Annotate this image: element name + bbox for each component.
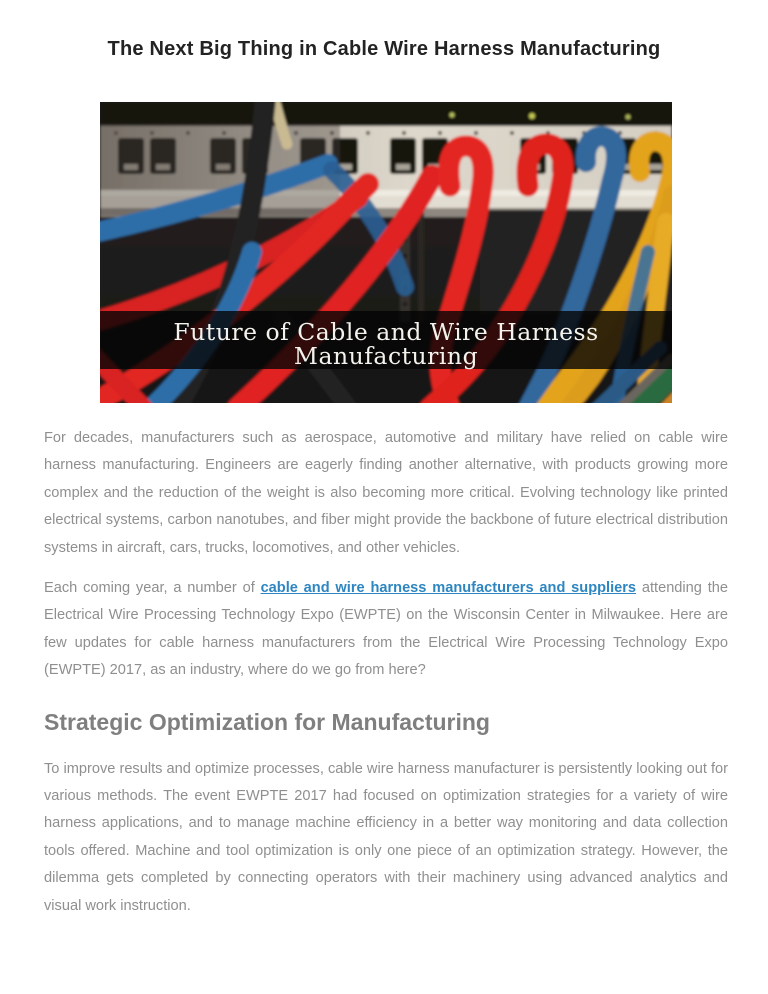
paragraph-intro: For decades, manufacturers such as aerospace, automotive and military have relied on cable wire harness manufacturing. Engineers are eagerly finding another alternative, with products growing more complex and the reduction of the weight is also becoming more critical. Evolving technology like printed electrical systems, carbon nanotubes, and fiber might provide the backbone of future electrical distribution systems in aircraft, cars, trucks, locomotives, and other vehicles. bbox=[44, 430, 728, 556]
led-dot bbox=[626, 115, 631, 120]
hero-image bbox=[100, 102, 672, 403]
image-caption-line1: Future of Cable and Wire Harness bbox=[173, 318, 599, 346]
paragraph-expo-before-link: Each coming year, a number of bbox=[44, 580, 261, 597]
paragraph-optimization: To improve results and optimize processes, cable wire harness manufacturer is persistently looking out for various methods. The event EWPTE 2017 had focused on optimization strategies for a variety of wire harness applications, and to manage machine efficiency in a better way monitoring and data collection tools offered. Machine and tool optimization is only one piece of an optimization strategy. However, the dilemma gets completed by connecting operators with their machinery using advanced analytics and visual work instruction. bbox=[44, 760, 728, 914]
paragraph-expo-after-link: attending the Electrical Wire Processing Technology Expo (EWPTE) on the Wisconsin Center in Milwaukee. Here are few updates for cable harness manufacturers from the Electrical Wire Processing Technology Expo (EWPTE) 2017, as an industry, where do we go from here? bbox=[44, 580, 728, 679]
led-dot bbox=[450, 113, 455, 118]
section-heading: Strategic Optimization for Manufacturing bbox=[44, 708, 490, 735]
manufacturers-suppliers-link[interactable]: cable and wire harness manufacturers and suppliers bbox=[260, 580, 637, 597]
led-dot bbox=[529, 113, 535, 119]
cable-photo-illustration bbox=[100, 102, 672, 403]
paragraph-expo bbox=[44, 575, 728, 685]
image-caption-line2: Manufacturing bbox=[293, 342, 479, 370]
page-title: The Next Big Thing in Cable Wire Harness Manufacturing bbox=[107, 38, 661, 60]
